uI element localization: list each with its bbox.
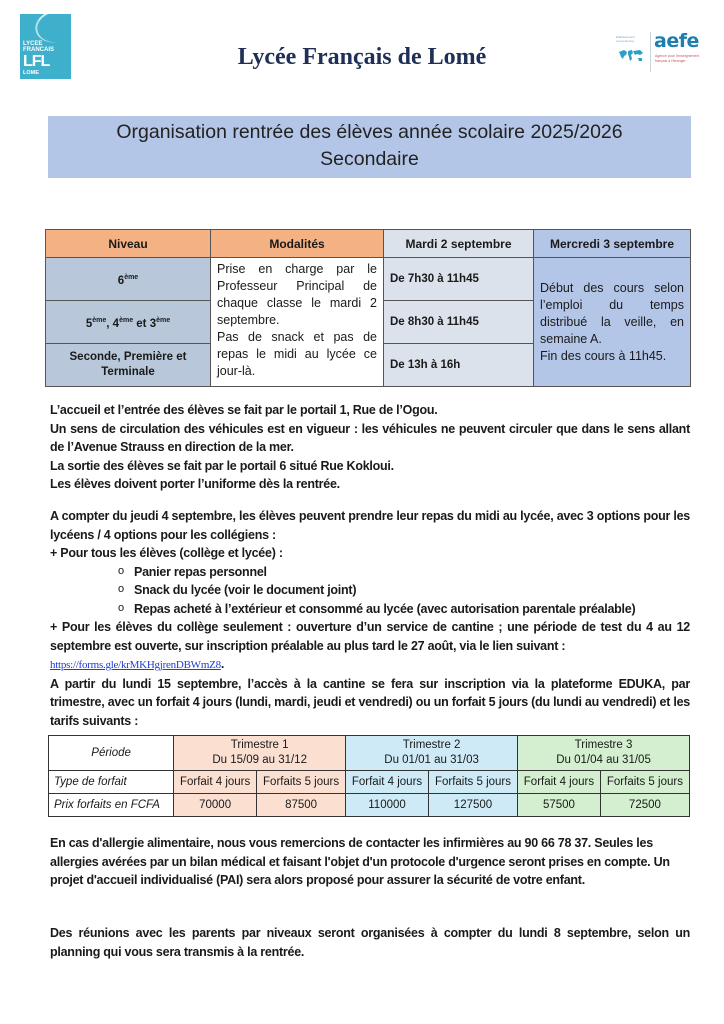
allergy-section [50,834,690,890]
world-map-icon [618,48,644,64]
price-cell: 72500 [600,794,689,817]
price-cell: 57500 [518,794,601,817]
table-row [46,258,691,301]
price-cell: 70000 [174,794,257,817]
access-info [50,401,690,494]
type-cell: Forfaits 5 jours [600,771,689,794]
access-exit: La sortie des élèves se fait par le portail 6 situé Rue Kokloui. [50,458,394,473]
term-3-header: Trimestre 3 Du 01/04 au 31/05 [518,736,690,771]
label-prix: Prix forfaits en FCFA [49,794,174,817]
table-row [49,794,690,817]
schedule-table [45,229,691,387]
mercredi-text: Début des cours selon l’emploi du temps distribué la veille, en semaine A. [540,280,684,346]
modalites-note: Pas de snack et pas de repas le midi au lycée ce jour-là. [217,330,377,378]
meetings-section [50,924,690,961]
document-title: Lycée Français de Lomé [237,44,487,70]
aefe-tagline: Établissement conventionné [616,35,635,43]
logo-text-lome: LOME [23,70,39,76]
aefe-name: aefe [654,30,699,52]
modalites-text: Prise en charge par le Professeur Principal de chaque classe le mardi 2 septembre. [217,262,377,327]
mercredi-cell [534,258,691,387]
meals-all-students: + Pour tous les élèves (collège et lycée) : [50,546,283,560]
level-6eme: 6ème [46,258,211,301]
time-lycee: De 13h à 16h [384,344,534,387]
logo-text-lycee: LYCEE [23,41,43,47]
label-periode: Période [49,736,174,771]
type-cell: Forfait 4 jours [518,771,601,794]
type-cell: Forfait 4 jours [174,771,257,794]
type-cell: Forfaits 5 jours [428,771,517,794]
logo-monogram: LFL [23,53,50,70]
logo-divider [650,32,651,72]
aefe-subtitle: Agence pour l'enseignement français à l'étranger [655,54,700,63]
access-uniform: Les élèves doivent porter l’uniforme dès la rentrée. [50,477,340,491]
price-cell: 87500 [257,794,346,817]
price-cell: 127500 [428,794,517,817]
level-lycee: Seconde, Première et Terminale [46,344,211,387]
term-2-header: Trimestre 2 Du 01/01 au 31/03 [346,736,518,771]
meals-section [50,507,690,730]
table-row [49,736,690,771]
time-6eme: De 7h30 à 11h45 [384,258,534,301]
type-cell: Forfait 4 jours [346,771,429,794]
header-mercredi: Mercredi 3 septembre [534,230,691,258]
logo-text-francais: FRANCAIS [23,47,54,53]
list-item: o Repas acheté à l’extérieur et consommé au lycée (avec autorisation parentale préalable) [50,600,690,619]
access-entry: L’accueil et l’entrée des élèves se fait par le portail 1, Rue de l’Ogou. [50,403,438,417]
type-cell: Forfaits 5 jours [257,771,346,794]
meal-options-list [50,563,690,619]
title-banner [48,116,691,178]
label-type-forfait: Type de forfait [49,771,174,794]
list-item: o Snack du lycée (voir le document joint) [50,581,690,600]
meals-intro: A compter du jeudi 4 septembre, les élèves peuvent prendre leur repas du midi au lycée, avec 3 options pour les lycéens / 4 options pour les collégiens : [50,509,690,542]
mercredi-end: Fin des cours à 11h45. [540,348,667,363]
modalites-cell [211,258,384,387]
table-header-row [46,230,691,258]
header-modalites: Modalités [211,230,384,258]
table-row [49,771,690,794]
meals-eduka: A partir du lundi 15 septembre, l’accès à la cantine se fera sur inscription via la plateforme EDUKA, par trimestre, avec un forfait 4 jours (lundi, mardi, jeudi et vendredi) ou un forfait 5 jours (du lundi au vendredi) et les tarifs suivants : [50,676,690,728]
banner-subtitle: Secondaire [320,148,419,170]
header-mardi: Mardi 2 septembre [384,230,534,258]
level-college: 5ème, 4ème et 3ème [46,301,211,344]
term-1-header: Trimestre 1 Du 15/09 au 31/12 [174,736,346,771]
list-item: o Panier repas personnel [50,563,690,582]
header-niveau: Niveau [46,230,211,258]
banner-title: Organisation rentrée des élèves année scolaire 2025/2026 [116,121,623,143]
meetings-text: Des réunions avec les parents par niveaux seront organisées à compter du lundi 8 septembre, selon un planning qui vous sera transmis à la rentrée. [50,926,690,959]
price-cell: 110000 [346,794,429,817]
meals-college: + Pour les élèves du collège seulement : ouverture d’un service de cantine ; une période de test du 4 au 12 septembre est ouverte, sur inscription préalable au plus tard le 27 août, via le lien suivant : https://forms.gle/krMKHgjrenDBWmZ8. [50,620,690,671]
allergy-text: En cas d'allergie alimentaire, nous vous remercions de contacter les infirmières au 90 66 78 37. Seules les allergies avérées par un bilan médical et faisant l'objet d'un protocole d'urgence seront prises en compte. Un projet d'accueil individualisé (PAI) sera alors proposé pour assurer la sécurité de votre enfant. [50,836,670,887]
registration-link[interactable]: https://forms.gle/krMKHgjrenDBWmZ8 [50,659,221,671]
aefe-logo [614,30,706,74]
time-college: De 8h30 à 11h45 [384,301,534,344]
access-traffic: Un sens de circulation des véhicules est en vigueur : les véhicules ne peuvent circuler que dans le sens allant de l’Avenue Strauss en direction de la mer. [50,421,690,454]
tariff-table [48,735,690,817]
